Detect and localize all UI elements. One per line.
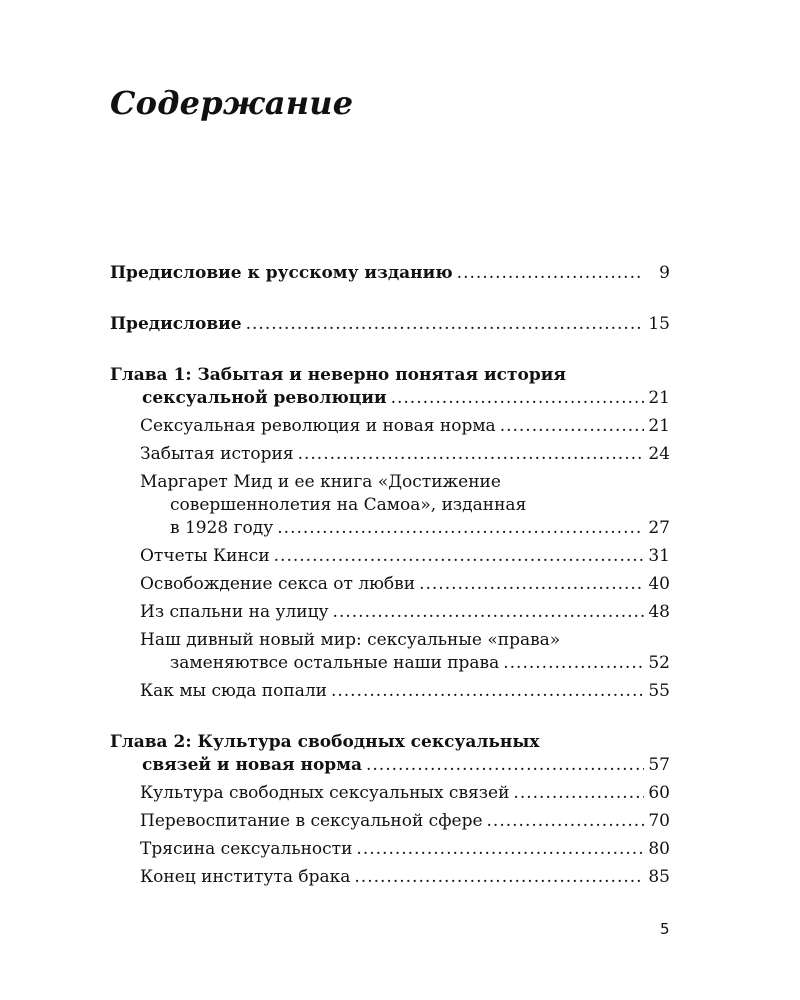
dot-leader bbox=[356, 838, 644, 861]
toc-entry-ch1-section-4[interactable] bbox=[110, 545, 670, 568]
toc-page-number: 21 bbox=[648, 388, 670, 408]
toc-page-number: 55 bbox=[648, 681, 670, 701]
toc-page-number: 60 bbox=[648, 783, 670, 803]
toc-page-number: 27 bbox=[648, 518, 670, 538]
toc-page-number: 31 bbox=[648, 546, 670, 566]
toc-page-number: 21 bbox=[648, 416, 670, 436]
toc-entry-title: Культура свободных сексуальных связей bbox=[140, 783, 510, 803]
toc-entry-ch1-section-1[interactable] bbox=[110, 415, 670, 438]
toc-entry-chapter-2[interactable] bbox=[110, 731, 670, 777]
toc-page-number: 52 bbox=[648, 653, 670, 673]
toc-entry-title: Трясина сексуальности bbox=[140, 839, 353, 859]
toc-entry-ch2-section-2[interactable] bbox=[110, 810, 670, 833]
toc-entry-ch2-section-3[interactable] bbox=[110, 838, 670, 861]
toc-page-number: 80 bbox=[648, 839, 670, 859]
toc-entry-title: Маргарет Мид и ее книга «Достижение bbox=[140, 472, 501, 492]
toc-entry-ch2-section-1[interactable] bbox=[110, 782, 670, 805]
toc-entry-title: Глава 1: Забытая и неверно понятая история bbox=[110, 365, 566, 385]
toc-entry-preface-ru[interactable] bbox=[110, 262, 670, 285]
toc-page-number: 40 bbox=[648, 574, 670, 594]
page-title: Содержание bbox=[110, 84, 354, 122]
dot-leader bbox=[331, 680, 644, 703]
toc-page-number: 85 bbox=[648, 867, 670, 887]
toc-page-number: 9 bbox=[659, 263, 670, 283]
toc-entry-title: Отчеты Кинси bbox=[140, 546, 270, 566]
dot-leader bbox=[333, 601, 644, 624]
dot-leader bbox=[503, 652, 644, 675]
toc-page-number: 48 bbox=[648, 602, 670, 622]
toc-entry-title-cont: сексуальной революции bbox=[142, 388, 387, 408]
page-number: 5 bbox=[660, 920, 670, 938]
toc-entry-ch1-section-6[interactable] bbox=[110, 601, 670, 624]
toc-page-number: 15 bbox=[648, 314, 670, 334]
toc-entry-ch1-section-5[interactable] bbox=[110, 573, 670, 596]
dot-leader bbox=[274, 545, 644, 568]
toc-entry-title-cont: заменяютвсе остальные наши права bbox=[170, 653, 500, 673]
dot-leader bbox=[298, 443, 644, 466]
toc-entry-title: Глава 2: Культура свободных сексуальных bbox=[110, 732, 540, 752]
toc-page-number: 24 bbox=[648, 444, 670, 464]
dot-leader bbox=[277, 517, 644, 540]
dot-leader bbox=[391, 387, 644, 410]
table-of-contents bbox=[110, 262, 670, 889]
toc-entry-preface[interactable] bbox=[110, 313, 670, 336]
toc-entry-title: Перевоспитание в сексуальной сфере bbox=[140, 811, 483, 831]
toc-entry-title: Из спальни на улицу bbox=[140, 602, 329, 622]
toc-entry-ch2-section-4[interactable] bbox=[110, 866, 670, 889]
dot-leader bbox=[246, 313, 644, 336]
toc-entry-title-cont: в 1928 году bbox=[170, 518, 274, 538]
dot-leader bbox=[354, 866, 644, 889]
toc-entry-ch1-section-8[interactable] bbox=[110, 680, 670, 703]
toc-entry-title: Забытая история bbox=[140, 444, 294, 464]
toc-entry-ch1-section-2[interactable] bbox=[110, 443, 670, 466]
dot-leader bbox=[487, 810, 644, 833]
toc-entry-title: Сексуальная революция и новая норма bbox=[140, 416, 496, 436]
dot-leader bbox=[513, 782, 644, 805]
toc-entry-title: Предисловие bbox=[110, 314, 242, 334]
dot-leader bbox=[500, 415, 644, 438]
toc-entry-ch1-section-7[interactable] bbox=[110, 629, 670, 675]
dot-leader bbox=[419, 573, 644, 596]
toc-entry-title: Как мы сюда попали bbox=[140, 681, 327, 701]
toc-page-number: 70 bbox=[648, 811, 670, 831]
toc-entry-title-cont: связей и новая норма bbox=[142, 755, 362, 775]
dot-leader bbox=[457, 262, 644, 285]
toc-entry-chapter-1[interactable] bbox=[110, 364, 670, 410]
toc-entry-title-cont: совершеннолетия на Самоа», изданная bbox=[170, 495, 527, 515]
toc-entry-title: Наш дивный новый мир: сексуальные «права» bbox=[140, 630, 561, 650]
dot-leader bbox=[366, 754, 644, 777]
toc-page-number: 57 bbox=[648, 755, 670, 775]
toc-entry-title: Предисловие к русскому изданию bbox=[110, 263, 453, 283]
toc-entry-ch1-section-3[interactable] bbox=[110, 471, 670, 540]
toc-entry-title: Конец института брака bbox=[140, 867, 351, 887]
toc-entry-title: Освобождение секса от любви bbox=[140, 574, 416, 594]
